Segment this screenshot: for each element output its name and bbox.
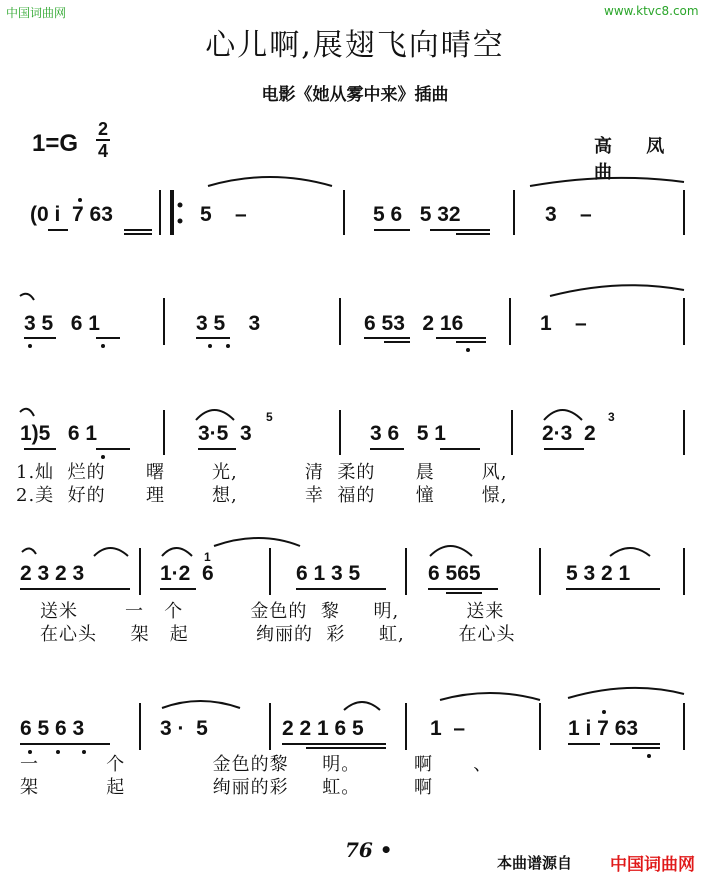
- line4-measure5: 5 3 2 1: [566, 562, 631, 585]
- line1-measure3: 5 6 5 32: [373, 203, 461, 226]
- slur: [430, 546, 472, 556]
- time-signature-top: 2: [97, 119, 108, 139]
- lyrics-line5-verse2: 架 起 绚丽的彩 虹。 啊: [20, 777, 433, 798]
- line1-measure4: 3 –: [545, 203, 592, 226]
- lyrics-line5-verse1: 一 个 金色的黎 明。 啊 、: [20, 754, 493, 775]
- footer-site-logo: 中国词曲网: [610, 855, 695, 875]
- slur: [610, 548, 650, 556]
- slur: [550, 285, 684, 296]
- slur: [344, 702, 380, 710]
- repeat-dot: [178, 203, 183, 208]
- watermark-top-left: 中国词曲网: [6, 6, 67, 20]
- octave-dot: [101, 455, 105, 459]
- lyrics-line4-verse1: 送米 一 个 金色的 黎 明, 送来: [40, 601, 505, 622]
- line3-measure3: 3 6 5 1: [370, 422, 446, 445]
- line2-measure1: 3 5 6 1: [24, 312, 100, 335]
- slur: [208, 177, 332, 186]
- octave-dot: [226, 344, 230, 348]
- lyrics-line3-verse2: 2.美 好的 理 想, 幸 福的 憧 憬,: [16, 485, 508, 506]
- time-signature-bottom: 4: [97, 141, 108, 161]
- octave-dot: [208, 344, 212, 348]
- slur: [530, 178, 684, 186]
- slur: [568, 688, 684, 698]
- grace-note-2: 3: [608, 410, 615, 424]
- slur: [214, 538, 300, 546]
- slur: [162, 548, 192, 556]
- slur: [22, 548, 36, 554]
- footer-source: 本曲谱源自: [497, 854, 573, 872]
- key-signature: 1=G: [32, 130, 79, 157]
- octave-dot: [602, 710, 606, 714]
- line4-measure1: 2 3 2 3: [20, 562, 85, 585]
- line5-measure5: 1 i 7 63: [568, 717, 639, 740]
- lyrics-line3-verse1: 1.灿 烂的 曙 光, 清 柔的 晨 风,: [16, 462, 508, 483]
- slur: [94, 548, 128, 556]
- slur: [20, 409, 34, 416]
- slur: [544, 410, 582, 420]
- line1-measure1: (0 i 7 63: [30, 203, 113, 226]
- line4-measure4: 6 565: [428, 562, 481, 585]
- octave-dot: [56, 750, 60, 754]
- line3-measure2: 3·5 3: [198, 422, 252, 445]
- octave-dot: [78, 198, 82, 202]
- slur: [162, 701, 240, 708]
- line4-measure2: 1·2 6: [160, 562, 214, 585]
- line2-measure2: 3 5 3: [196, 312, 261, 335]
- slur: [196, 410, 234, 420]
- line3-measure1: 1)5 6 1: [20, 422, 98, 445]
- line4-measure3: 6 1 3 5: [296, 562, 361, 585]
- line5-measure3: 2 2 1 6 5: [282, 717, 364, 740]
- slur: [20, 294, 34, 300]
- octave-dot: [82, 750, 86, 754]
- repeat-dot: [178, 219, 183, 224]
- composer-credit: 高 凤曲: [594, 136, 679, 183]
- line2-measure3: 6 53 2 16: [364, 312, 464, 335]
- page-number: 76 •: [345, 838, 393, 862]
- octave-dot: [28, 344, 32, 348]
- watermark-top-right: www.ktvc8.com: [604, 4, 699, 18]
- octave-dot: [28, 750, 32, 754]
- line5-measure2: 3 · 5: [160, 717, 208, 740]
- line2-measure4: 1 –: [540, 312, 587, 335]
- line3-measure4: 2·3 2: [542, 422, 596, 445]
- grace-note-1: 5: [266, 410, 273, 424]
- song-subtitle: 电影《她从雾中来》插曲: [261, 85, 449, 105]
- grace-note-3: 1: [204, 550, 211, 564]
- song-title: 心儿啊,展翅飞向晴空: [205, 28, 505, 63]
- octave-dot: [466, 348, 470, 352]
- octave-dot: [101, 344, 105, 348]
- octave-dot: [647, 754, 651, 758]
- line5-measure4: 1 –: [430, 717, 466, 740]
- line5-measure1: 6 5 6 3: [20, 717, 85, 740]
- slur: [440, 693, 540, 700]
- lyrics-line4-verse2: 在心头 架 起 绚丽的 彩 虹, 在心头: [40, 624, 516, 645]
- line1-measure2: 5 –: [200, 203, 247, 226]
